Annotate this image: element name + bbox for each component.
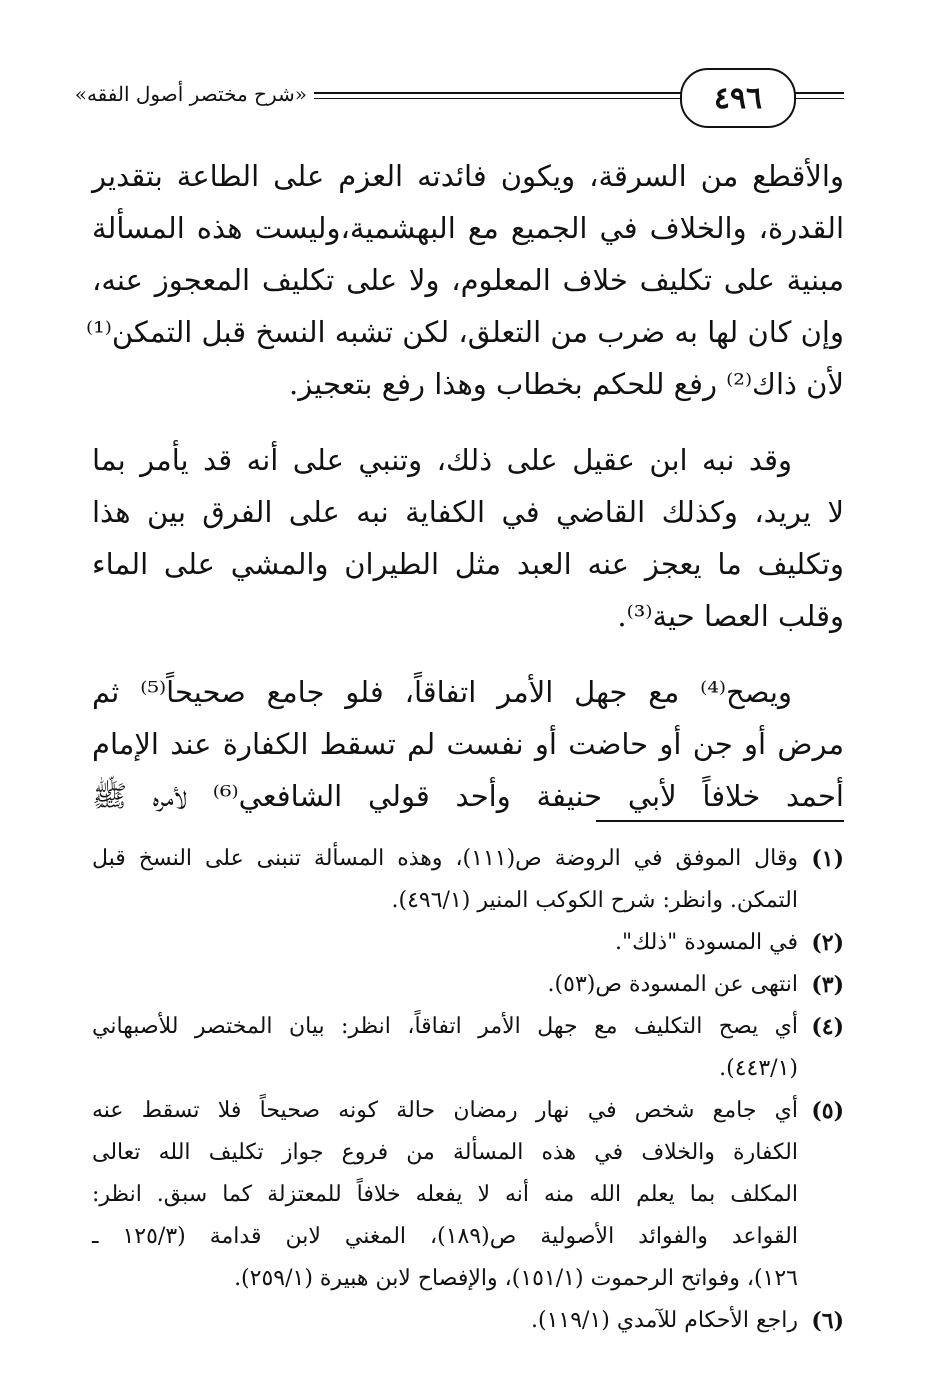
footnote-line: أي جامع شخص في نهار رمضان حالة كونه صحيحاً فلا تسقط عنه — [92, 1098, 798, 1123]
footnote-line: التمكن. وانظر: شرح الكوكب المنير (٤٩٦/١). — [391, 888, 798, 913]
paragraph — [92, 666, 844, 822]
footnote-line: (٤٤٣/١). — [719, 1056, 798, 1081]
footnote-number: (١) — [811, 846, 844, 872]
footnote-line: انتهى عن المسودة ص(٥٣). — [547, 972, 798, 997]
main-text — [85, 150, 844, 846]
footnote-number: (٦) — [811, 1308, 844, 1334]
footnote-line: في المسودة "ذلك". — [615, 930, 798, 955]
text-line: لا يريد، وكذلك القاضي في الكفاية نبه على الفرق بين هذا — [92, 495, 844, 529]
text-line: وقلب العصا حية⁽³⁾. — [617, 599, 844, 633]
footnote-line: ١٢٦)، وفواتح الرحموت (١٥١/١)، والإفصاح لابن هبيرة (٢٥٩/١). — [234, 1266, 798, 1291]
text-line: وتكليف ما يعجز عنه العبد مثل الطيران والمشي على الماء — [92, 547, 844, 581]
text-line: وقد نبه ابن عقيل على ذلك، وتنبي على أنه قد يأمر بما — [92, 443, 792, 477]
footnote-separator — [596, 820, 844, 822]
text-line: والأقطع من السرقة، ويكون فائدته العزم على الطاعة بتقدير — [92, 159, 844, 193]
footnote-number: (٤) — [811, 1014, 844, 1040]
footnote-line: وقال الموفق في الروضة ص(١١١)، وهذه المسألة تنبنى على النسخ قبل — [92, 846, 798, 871]
text-line: أحمد خلافاً لأبي حنيفة وأحد قولي الشافعي⁽⁶⁾ لأمره ﷺ — [92, 779, 844, 813]
text-line: ويصح⁽⁴⁾ مع جهل الأمر اتفاقاً، فلو جامع صحيحاً⁽⁵⁾ ثم — [92, 675, 792, 709]
footnote-line: راجع الأحكام للآمدي (١١٩/١). — [531, 1308, 798, 1333]
footnote-line: أي يصح التكليف مع جهل الأمر اتفاقاً، انظر: بيان المختصر للأصبهاني — [92, 1014, 798, 1039]
page-number: ٤٩٦ — [713, 80, 763, 116]
footnotes — [92, 838, 844, 1342]
paragraph — [92, 434, 844, 642]
text-line: لأن ذاك⁽²⁾ رفع للحكم بخطاب وهذا رفع بتعجيز. — [288, 367, 844, 401]
footnote — [92, 964, 844, 1006]
text-line: مبنية على تكليف خلاف المعلوم، ولا على تكليف المعجوز عنه، — [92, 263, 844, 297]
footnote-number: (٣) — [811, 972, 844, 998]
footnote — [92, 922, 844, 964]
text-line: القدرة، والخلاف في الجميع مع البهشمية،وليست هذه المسألة — [92, 211, 844, 245]
footnote-line: المكلف بما يعلم الله منه أنه لا يفعله خلافاً للمعتزلة كما سبق. انظر: — [92, 1182, 798, 1207]
page-header — [74, 62, 844, 132]
page-number-frame — [680, 68, 796, 128]
text-line: مرض أو جن أو حاضت أو نفست لم تسقط الكفارة عند الإمام — [92, 727, 844, 761]
footnote-number: (٥) — [811, 1098, 844, 1124]
footnote — [92, 1300, 844, 1342]
paragraph — [85, 150, 844, 410]
footnote-line: الكفارة والخلاف في هذه المسألة من فروع جواز تكليف الله تعالى — [92, 1140, 798, 1165]
footnote-line: القواعد والفوائد الأصولية ص(١٨٩)، المغني لابن قدامة (١٢٥/٣ ـ — [92, 1224, 798, 1249]
footnote — [92, 1006, 844, 1090]
footnote-number: (٢) — [811, 930, 844, 956]
footnote — [92, 838, 844, 922]
running-title: «شرح مختصر أصول الفقه» — [74, 82, 307, 106]
text-line: وإن كان لها به ضرب من التعلق، لكن تشبه النسخ قبل التمكن⁽¹⁾ — [85, 315, 844, 349]
footnote — [92, 1090, 844, 1300]
